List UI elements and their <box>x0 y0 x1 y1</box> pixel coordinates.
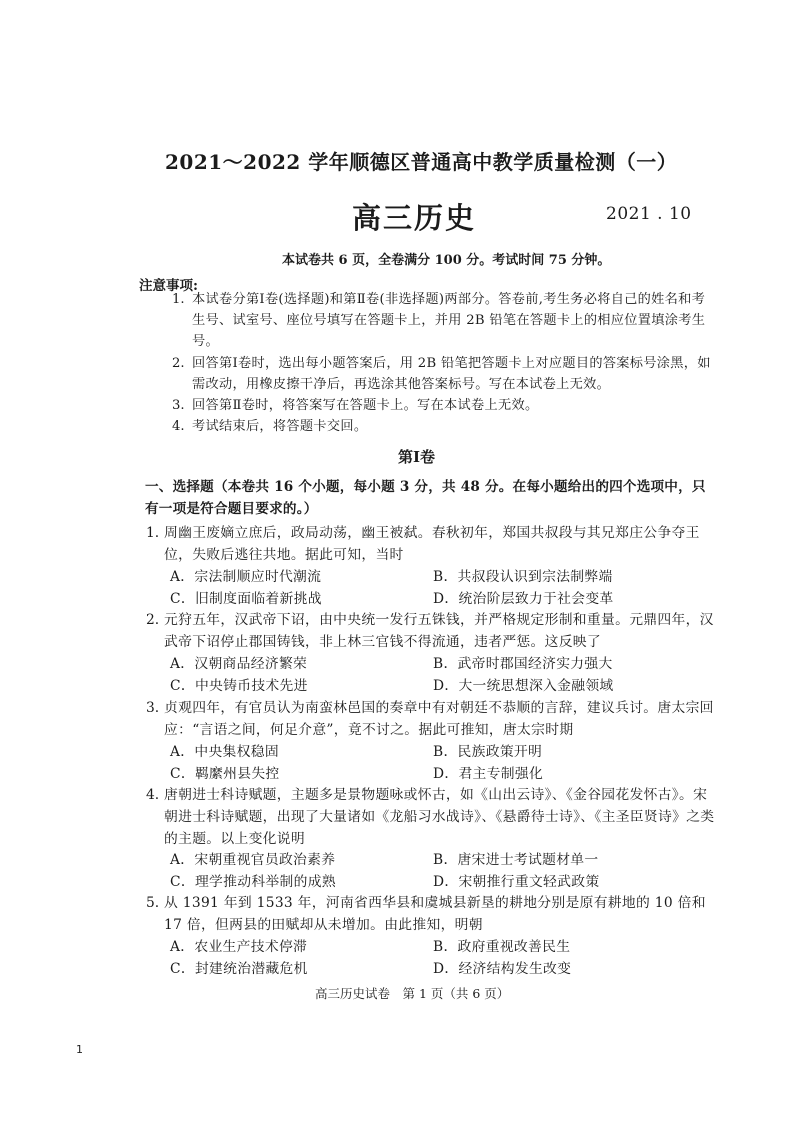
option-a: A．汉朝商品经济繁荣 <box>170 656 308 672</box>
notice-item-text: 回答第Ⅱ卷时，将答案写在答题卡上。写在本试卷上无效。 <box>192 398 539 413</box>
option-d: D．经济结构发生改变 <box>433 961 572 977</box>
page-number: 1 <box>76 1043 83 1056</box>
question-stem: 周幽王废嫡立庶后，政局动荡，幽王被弑。春秋初年，郑国共叔段与其兄郑庄公争夺王位，失败后逃往共地。据此可知，当时 <box>164 525 700 563</box>
notice-item-text: 回答第Ⅰ卷时，选出每小题答案后，用 2B 铅笔把答题卡上对应题目的答案标号涂黑，如需改动，用橡皮擦干净后，再选涂其他答案标号。写在本试卷上无效。 <box>192 356 711 392</box>
question-number: 3. <box>146 700 160 716</box>
paper-info: 本试卷共 6 页，全卷满分 100 分。考试时间 75 分钟。 <box>282 253 611 268</box>
notice-item-number: 2. <box>172 356 185 371</box>
option-b: B．民族政策开明 <box>433 744 543 760</box>
question-number: 1. <box>146 525 160 541</box>
exam-date: 2021 . 10 <box>606 204 692 224</box>
question-stem: 贞观四年，有官员认为南蛮林邑国的奏章中有对朝廷不恭顺的言辞，建议兵讨。唐太宗回应：“言语之间，何足介意”，竟不讨之。据此可推知，唐太宗时期 <box>164 700 714 738</box>
page-footer: 高三历史试卷 第 1 页（共 6 页） <box>315 986 510 1001</box>
option-a: A．宋朝重视官员政治素养 <box>170 852 336 868</box>
question-stem: 元狩五年，汉武帝下诏，由中央统一发行五铢钱，并严格规定形制和重量。元鼎四年，汉武帝下诏停止郡国铸钱，非上林三官钱不得流通，违者严惩。这反映了 <box>164 612 714 650</box>
option-a: A．宗法制顺应时代潮流 <box>170 569 322 585</box>
exam-title: 2021～2022 学年顺德区普通高中教学质量检测（一） <box>165 150 678 174</box>
option-d: D．大一统思想深入金融领域 <box>433 678 614 694</box>
option-b: B．唐宋进士考试题材单一 <box>433 852 599 868</box>
option-c: C．中央铸币技术先进 <box>170 678 308 694</box>
notice-item-text: 考试结束后，将答题卡交回。 <box>192 419 368 434</box>
question-number: 4. <box>146 787 160 803</box>
question-stem: 唐朝进士科诗赋题，主题多是景物题咏或怀古，如《山出云诗》、《金谷园花发怀古》。宋朝进士科诗赋题，出现了大量诸如《龙船习水战诗》、《悬爵待士诗》、《主圣臣贤诗》之类的主题。以上变化说明 <box>164 787 715 847</box>
question-number: 2. <box>146 612 160 628</box>
option-c: C．羁縻州县失控 <box>170 766 280 782</box>
notice-item-number: 3. <box>172 398 185 413</box>
option-d: D．宋朝推行重文轻武政策 <box>433 874 600 890</box>
question-number: 5. <box>146 895 160 911</box>
option-d: D．君主专制强化 <box>433 766 544 782</box>
question-stem: 从 1391 年到 1533 年，河南省西华县和虞城县新垦的耕地分别是原有耕地的 10 倍和 17 倍，但两县的田赋却从未增加。由此推知，明朝 <box>164 895 706 933</box>
notice-item-text: 本试卷分第Ⅰ卷(选择题)和第Ⅱ卷(非选择题)两部分。答卷前,考生务必将自己的姓名和考生号、试室号、座位号填写在答题卡上，并用 2B 铅笔在答题卡上的相应位置填涂考生号。 <box>192 292 706 349</box>
option-b: B．政府重视改善民生 <box>433 939 571 955</box>
notice-title: 注意事项: <box>139 278 198 294</box>
volume-title: 第Ⅰ卷 <box>398 448 436 466</box>
notice-item-number: 4. <box>172 419 185 434</box>
section-header: 一、选择题（本卷共 16 个小题，每小题 3 分，共 48 分。在每小题给出的四个选项中，只有一项是符合题目要求的。） <box>145 479 706 517</box>
notice-item-number: 1. <box>172 292 185 307</box>
option-b: B．共叔段认识到宗法制弊端 <box>433 569 613 585</box>
option-c: C．封建统治潜藏危机 <box>170 961 308 977</box>
option-c: C．旧制度面临着新挑战 <box>170 591 322 607</box>
subject-title: 高三历史 <box>352 201 477 235</box>
option-a: A．中央集权稳固 <box>170 744 279 760</box>
option-b: B．武帝时郡国经济实力强大 <box>433 656 613 672</box>
option-d: D．统治阶层致力于社会变革 <box>433 591 614 607</box>
option-a: A．农业生产技术停滞 <box>170 939 308 955</box>
option-c: C．理学推动科举制的成熟 <box>170 874 336 890</box>
